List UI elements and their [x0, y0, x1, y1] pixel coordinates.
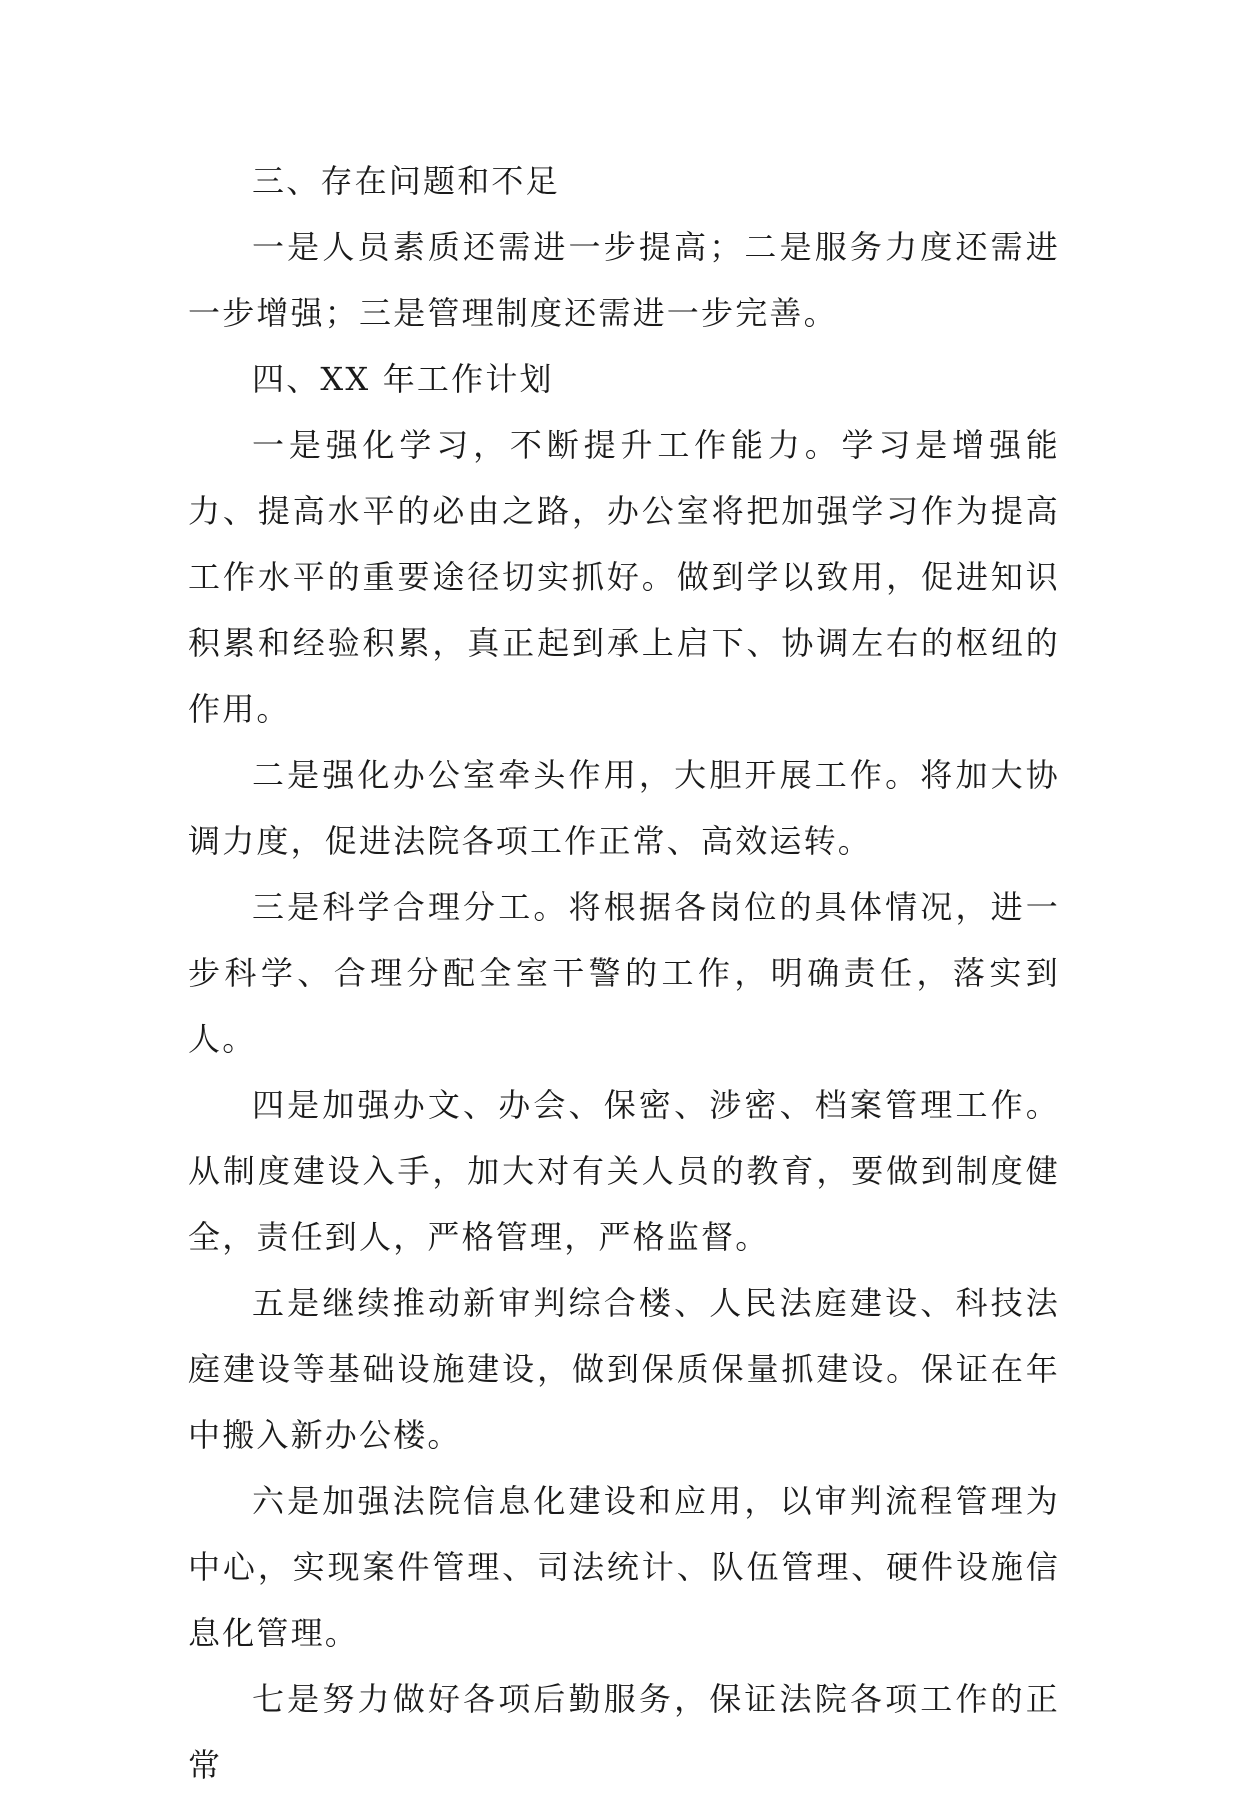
- document-body: [188, 148, 1060, 1798]
- section-heading-work-plan: 四、XX 年工作计划: [252, 360, 554, 398]
- paragraph-plan-item-3: 三是科学合理分工。将根据各岗位的具体情况，进一步科学、合理分配全室干警的工作，明确责任，落实到人。: [188, 888, 1060, 1058]
- paragraph-plan-item-4: 四是加强办文、办会、保密、涉密、档案管理工作。从制度建设入手，加大对有关人员的教育，要做到制度健全，责任到人，严格管理，严格监督。: [188, 1086, 1060, 1256]
- paragraph-problems: 一是人员素质还需进一步提高；二是服务力度还需进一步增强；三是管理制度还需进一步完善。: [188, 228, 1060, 332]
- paragraph-plan-item-2: 二是强化办公室牵头作用，大胆开展工作。将加大协调力度，促进法院各项工作正常、高效运转。: [188, 756, 1060, 860]
- paragraph-plan-item-5: 五是继续推动新审判综合楼、人民法庭建设、科技法庭建设等基础设施建设，做到保质保量抓建设。保证在年中搬入新办公楼。: [188, 1284, 1060, 1454]
- paragraph-plan-item-7: 七是努力做好各项后勤服务，保证法院各项工作的正常: [188, 1680, 1060, 1784]
- paragraph-plan-item-6: 六是加强法院信息化建设和应用，以审判流程管理为中心，实现案件管理、司法统计、队伍管理、硬件设施信息化管理。: [188, 1482, 1060, 1652]
- paragraph-plan-item-1: 一是强化学习，不断提升工作能力。学习是增强能力、提高水平的必由之路，办公室将把加强学习作为提高工作水平的重要途径切实抓好。做到学以致用，促进知识积累和经验积累，真正起到承上启下、协调左右的枢纽的作用。: [188, 426, 1060, 728]
- section-heading-problems: 三、存在问题和不足: [252, 162, 560, 200]
